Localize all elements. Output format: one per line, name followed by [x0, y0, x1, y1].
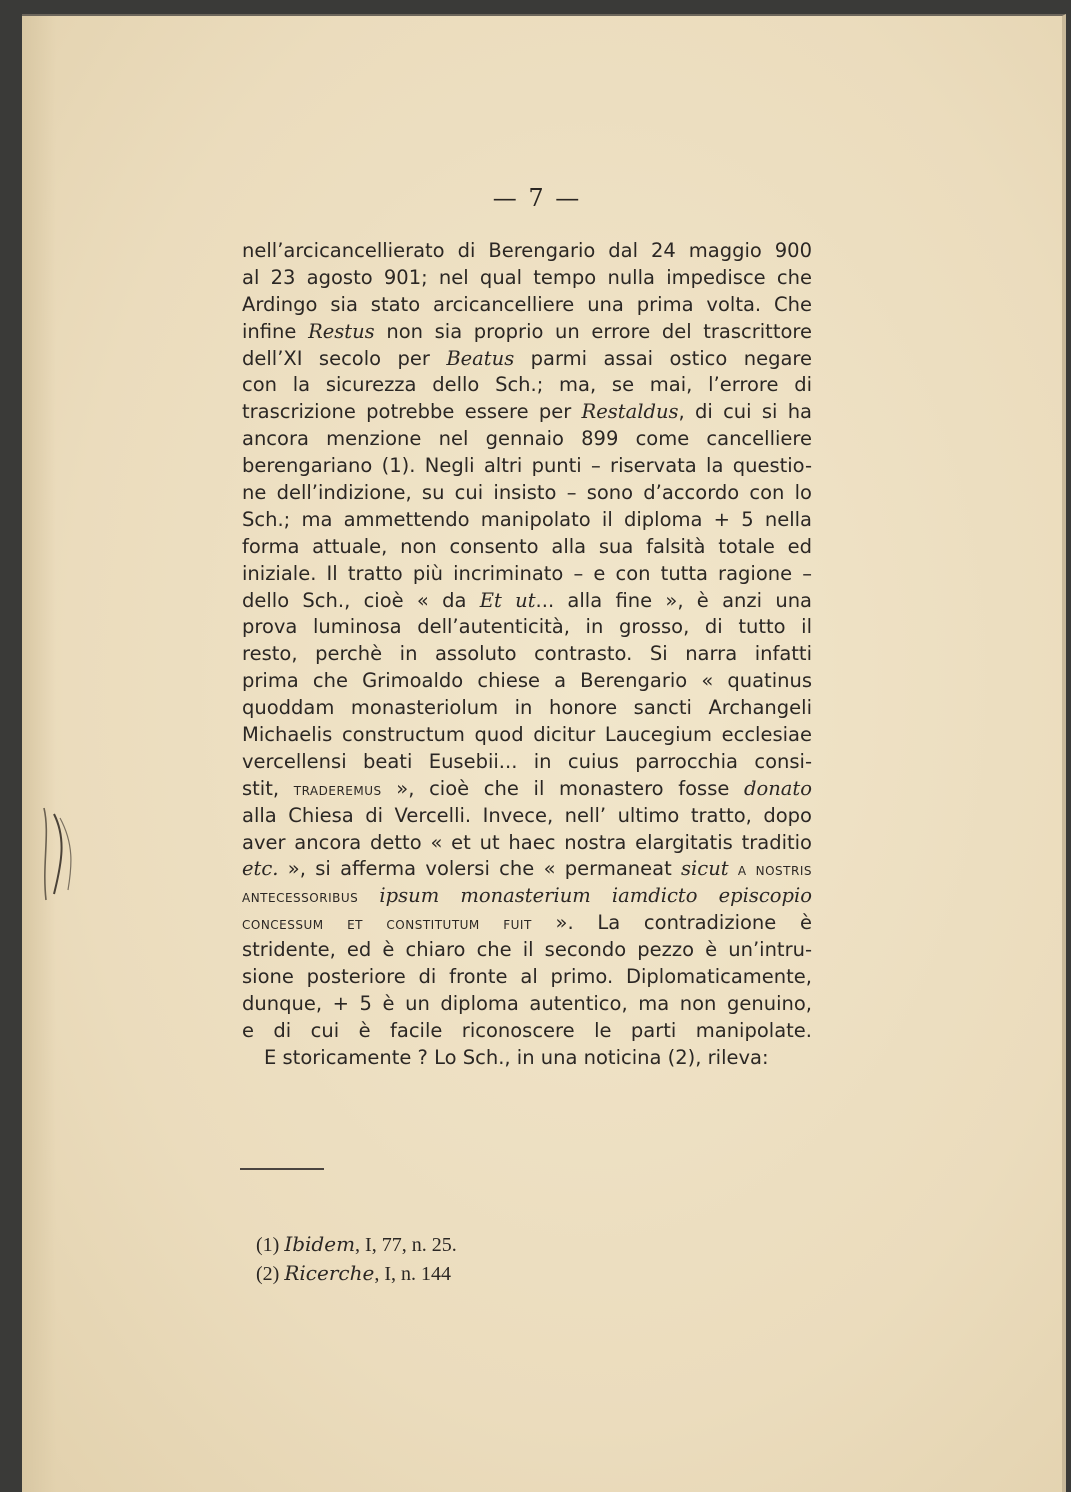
- text-run: forma attuale, non consento alla sua falsità totale ed: [242, 534, 812, 558]
- text-line: [242, 1018, 812, 1045]
- text-line: [242, 695, 812, 722]
- text-run: », si afferma volersi che « permaneat: [278, 857, 682, 881]
- text-line: [242, 372, 812, 399]
- text-line: [242, 561, 812, 588]
- text-run: ancora menzione nel gennaio 899 come cancelliere: [242, 427, 812, 451]
- text-run: nell’arcicancellierato di Berengario dal 24 maggio 900: [242, 239, 812, 262]
- footnote-reference: , I, 77, n. 25.: [355, 1234, 457, 1256]
- small-caps-text: traderemus: [293, 779, 382, 800]
- italic-text: ipsum monasterium iamdicto episcopio: [379, 884, 812, 908]
- small-caps-text: antecessoribus: [242, 887, 359, 908]
- text-run: aver ancora detto « et ut haec nostra elargitatis traditio: [242, 830, 812, 854]
- text-line: [242, 453, 812, 480]
- text-run: E storicamente ? Lo Sch., in una noticina (2), rileva:: [264, 1045, 769, 1069]
- text-run: al 23 agosto 901; nel qual tempo nulla impedisce che: [242, 265, 812, 289]
- text-line: [242, 830, 812, 857]
- page-gutter-shadow: [22, 16, 56, 1492]
- text-line: [242, 1045, 812, 1072]
- text-run: [729, 857, 738, 880]
- footnote-source: Ricerche: [284, 1261, 375, 1285]
- text-run: Ardingo sia stato arcicancelliere una prima volta. Che: [242, 292, 812, 316]
- text-run: Sch.; ma ammettendo manipolato il diploma + 5 nella: [242, 507, 812, 531]
- italic-text: Restus: [308, 319, 375, 343]
- text-line: [242, 910, 812, 937]
- text-run: ... alla fine », è anzi una: [535, 588, 813, 612]
- text-line: [242, 238, 812, 265]
- italic-text: donato: [744, 776, 812, 800]
- text-line: [242, 964, 812, 991]
- small-caps-text: a nostris: [737, 860, 812, 881]
- text-run: trascrizione potrebbe essere per: [242, 400, 582, 424]
- text-line: [242, 722, 812, 749]
- text-run: con la sicurezza dello Sch.; ma, se mai, l’errore di: [242, 373, 812, 397]
- footnote-reference: , I, n. 144: [374, 1263, 451, 1285]
- text-line: [242, 937, 812, 964]
- text-run: stit,: [242, 776, 294, 800]
- text-run: berengariano (1). Negli altri punti – riservata la questio-: [242, 454, 812, 478]
- text-line: [242, 534, 812, 561]
- text-run: alla Chiesa di Vercelli. Invece, nell’ ultimo tratto, dopo: [242, 803, 812, 827]
- footnote-1: [256, 1230, 457, 1259]
- text-line: [242, 319, 812, 346]
- binding-thread-mark: [40, 804, 80, 904]
- italic-text: Beatus: [446, 346, 515, 370]
- text-run: ne dell’indizione, su cui insisto – sono d’accordo con lo: [242, 481, 812, 505]
- text-run: non sia proprio un errore del trascrittore: [374, 319, 812, 343]
- italic-text: etc.: [242, 857, 279, 881]
- footnote-source: Ibidem: [284, 1232, 356, 1256]
- text-run: ». La contradizione è: [531, 911, 812, 935]
- text-line: [242, 883, 812, 910]
- text-line: [242, 803, 812, 830]
- text-line: [242, 292, 812, 319]
- text-line: [242, 480, 812, 507]
- text-run: quoddam monasteriolum in honore sancti Archangeli: [242, 696, 812, 720]
- text-run: , di cui si ha: [678, 400, 812, 424]
- text-line: [242, 614, 812, 641]
- text-run: infine: [242, 319, 309, 343]
- text-run: », cioè che il monastero fosse: [381, 776, 745, 800]
- text-run: e di cui è facile riconoscere le parti manipolate.: [242, 1018, 812, 1042]
- footnote-separator: [240, 1168, 324, 1170]
- text-line: [242, 856, 812, 883]
- text-run: parmi assai ostico negare: [514, 346, 812, 370]
- text-run: resto, perchè in assoluto contrasto. Si narra infatti: [242, 642, 812, 666]
- footnote-2: [256, 1259, 457, 1288]
- small-caps-text: concessum et constitutum fuit: [242, 914, 532, 935]
- footnote-marker: (2): [256, 1263, 285, 1285]
- text-run: prova luminosa dell’autenticità, in grosso, di tutto il: [242, 615, 812, 639]
- text-line: [242, 588, 812, 615]
- text-run: dell’XI secolo per: [242, 346, 447, 370]
- page-number: — 7 —: [492, 184, 582, 212]
- text-run: stridente, ed è chiaro che il secondo pezzo è un’intru-: [242, 938, 812, 962]
- text-line: [242, 641, 812, 668]
- text-line: [242, 399, 812, 426]
- text-run: dunque, + 5 è un diploma autentico, ma non genuino,: [242, 991, 812, 1015]
- text-line: [242, 346, 812, 373]
- body-text: [242, 238, 812, 1072]
- text-line: [242, 749, 812, 776]
- text-run: sione posteriore di fronte al primo. Diplomaticamente,: [242, 965, 812, 989]
- italic-text: Et ut: [479, 588, 536, 612]
- footnotes: [256, 1230, 457, 1288]
- text-run: Michaelis constructum quod dicitur Laucegium ecclesiae: [242, 723, 812, 747]
- text-run: [358, 884, 379, 907]
- italic-text: sicut: [681, 857, 729, 881]
- italic-text: Restaldus: [581, 400, 679, 424]
- text-run: prima che Grimoaldo chiese a Berengario « quatinus: [242, 669, 812, 693]
- text-run: vercellensi beati Eusebii... in cuius parrocchia consi-: [242, 749, 812, 773]
- text-line: [242, 265, 812, 292]
- footnote-marker: (1): [256, 1234, 285, 1256]
- text-line: [242, 776, 812, 803]
- text-line: [242, 668, 812, 695]
- text-line: [242, 991, 812, 1018]
- document-page: [22, 14, 1066, 1492]
- text-run: iniziale. Il tratto più incriminato – e con tutta ragione –: [242, 561, 812, 585]
- text-line: [242, 507, 812, 534]
- text-run: dello Sch., cioè « da: [242, 588, 480, 612]
- text-line: [242, 426, 812, 453]
